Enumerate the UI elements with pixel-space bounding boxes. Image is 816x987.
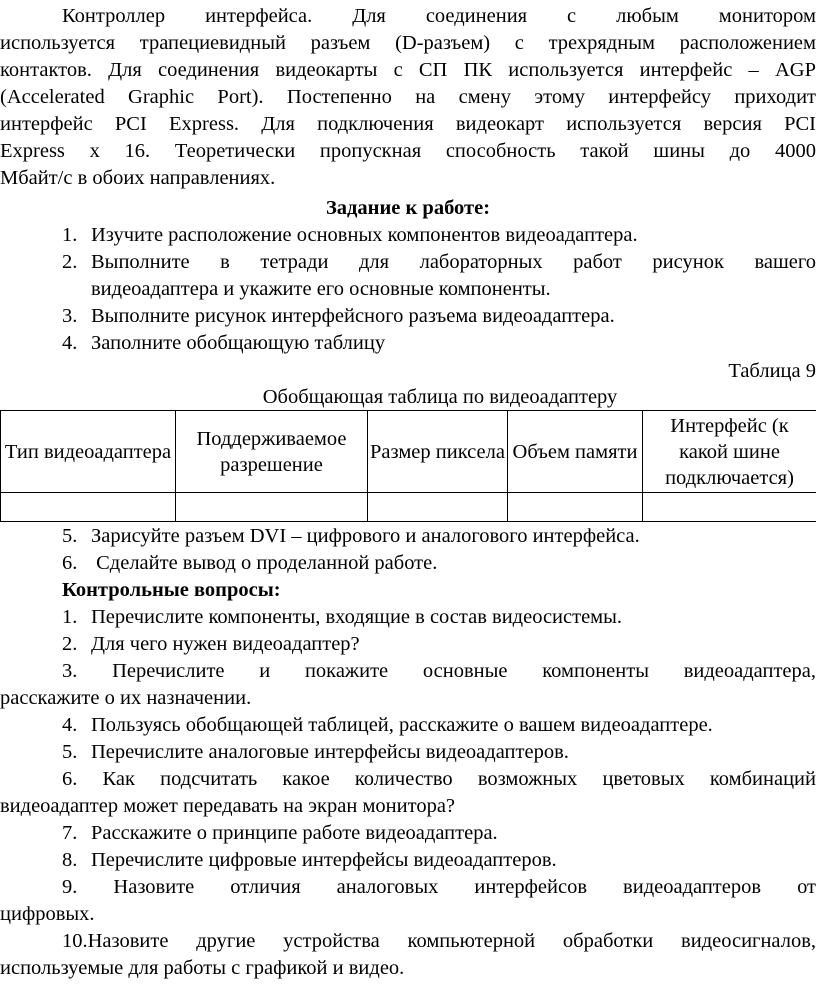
question-text: Назовите другие устройства компьютерной обработки видеосигналов, bbox=[87, 930, 816, 952]
task-heading: Задание к работе: bbox=[325, 197, 491, 219]
task-item bbox=[62, 550, 816, 577]
question-number: 5. bbox=[62, 741, 78, 763]
intro-line: Express x 16. Теоретически пропускная способность такой шины до 4000 bbox=[0, 140, 816, 162]
question-number: 8. bbox=[62, 849, 78, 871]
question-number: 4. bbox=[62, 714, 78, 736]
question-text-cont: цифровых. bbox=[0, 903, 95, 925]
question-number: 1. bbox=[62, 606, 78, 628]
intro-line: интерфейс PCI Express. Для подключения видеокарт используется версия PCI bbox=[0, 113, 816, 135]
question-text: Как подсчитать какое количество возможных цветовых комбинаций bbox=[102, 768, 816, 790]
table-row bbox=[1, 493, 816, 522]
question-item bbox=[62, 631, 816, 658]
task-item bbox=[62, 523, 816, 550]
question-number: 10. bbox=[62, 930, 88, 952]
task-number: 6. bbox=[62, 552, 78, 574]
question-text: Для чего нужен видеоадаптер? bbox=[91, 633, 360, 655]
task-item bbox=[62, 303, 816, 330]
question-number: 6. bbox=[62, 768, 78, 790]
question-item bbox=[62, 739, 816, 766]
question-text-cont: используемые для работы с графикой и видео. bbox=[0, 957, 405, 979]
table-header-cell: Поддерживаемое разрешение bbox=[176, 411, 368, 493]
table-cell[interactable] bbox=[368, 493, 508, 522]
summary-table bbox=[0, 410, 816, 522]
question-number: 7. bbox=[62, 822, 78, 844]
intro-line: используется трапециевидный разъем (D-разъем) с трехрядным расположением bbox=[0, 32, 816, 54]
task-number: 3. bbox=[62, 305, 78, 327]
intro-paragraph bbox=[0, 3, 816, 192]
table-label: Таблица 9 bbox=[728, 360, 816, 382]
question-text-cont: расскажите о их назначении. bbox=[0, 687, 252, 709]
task-text: видеоадаптера и укажите его основные компоненты. bbox=[91, 278, 551, 300]
task-item bbox=[62, 222, 816, 249]
question-item bbox=[0, 874, 816, 928]
question-text: Пользуясь обобщающей таблицей, расскажите о вашем видеоадаптере. bbox=[91, 714, 713, 736]
task-text: Выполните в тетради для лабораторных работ рисунок вашего bbox=[91, 251, 816, 273]
control-heading: Контрольные вопросы: bbox=[62, 579, 281, 601]
table-cell[interactable] bbox=[1, 493, 176, 522]
question-text: Назовите отличия аналоговых интерфейсов видеоадаптеров от bbox=[113, 876, 816, 898]
question-number: 3. bbox=[62, 660, 78, 682]
question-item bbox=[62, 604, 816, 631]
question-item bbox=[62, 847, 816, 874]
table-header-cell: Размер пиксела bbox=[368, 411, 508, 493]
task-item bbox=[62, 249, 816, 303]
table-cell[interactable] bbox=[643, 493, 816, 522]
task-text: Заполните обобщающую таблицу bbox=[91, 332, 386, 354]
table-header-row bbox=[1, 411, 816, 493]
question-number: 2. bbox=[62, 633, 78, 655]
task-text: Зарисуйте разъем DVI – цифрового и аналогового интерфейса. bbox=[91, 525, 640, 547]
table-header-cell: Интерфейс (к какой шине подключается) bbox=[643, 411, 816, 493]
question-item bbox=[0, 766, 816, 820]
question-number: 9. bbox=[62, 876, 78, 898]
intro-line: Контроллер интерфейса. Для соединения с любым монитором bbox=[62, 5, 816, 27]
task-number: 4. bbox=[62, 332, 78, 354]
question-text: Перечислите компоненты, входящие в состав видеосистемы. bbox=[91, 606, 623, 628]
intro-line: контактов. Для соединения видеокарты с СП ПК используется интерфейс – AGP bbox=[0, 59, 816, 81]
table-cell[interactable] bbox=[508, 493, 643, 522]
task-number: 1. bbox=[62, 224, 78, 246]
task-text: Сделайте вывод о проделанной работе. bbox=[91, 552, 438, 574]
question-text: Расскажите о принципе работе видеоадаптера. bbox=[91, 822, 498, 844]
question-item bbox=[0, 658, 816, 712]
question-text: Перечислите аналоговые интерфейсы видеоадаптеров. bbox=[91, 741, 569, 763]
table-header-cell: Тип видеоадаптера bbox=[1, 411, 176, 493]
task-item bbox=[62, 330, 816, 357]
task-number: 5. bbox=[62, 525, 78, 547]
task-number: 2. bbox=[62, 251, 78, 273]
intro-line: Мбайт/с в обоих направлениях. bbox=[0, 167, 276, 189]
table-cell[interactable] bbox=[176, 493, 368, 522]
table-caption: Обобщающая таблица по видеоадаптеру bbox=[262, 386, 618, 408]
table-header-cell: Объем памяти bbox=[508, 411, 643, 493]
task-text: Изучите расположение основных компонентов видеоадаптера. bbox=[91, 224, 638, 246]
question-item bbox=[62, 820, 816, 847]
question-text: Перечислите цифровые интерфейсы видеоадаптеров. bbox=[91, 849, 557, 871]
question-text-cont: видеоадаптер может передавать на экран монитора? bbox=[0, 795, 456, 817]
question-item bbox=[0, 928, 816, 982]
question-item bbox=[62, 712, 816, 739]
task-text: Выполните рисунок интерфейсного разъема видеоадаптера. bbox=[91, 305, 615, 327]
question-text: Перечислите и покажите основные компоненты видеоадаптера, bbox=[112, 660, 816, 682]
intro-line: (Accelerated Graphic Port). Постепенно на смену этому интерфейсу приходит bbox=[0, 86, 816, 108]
